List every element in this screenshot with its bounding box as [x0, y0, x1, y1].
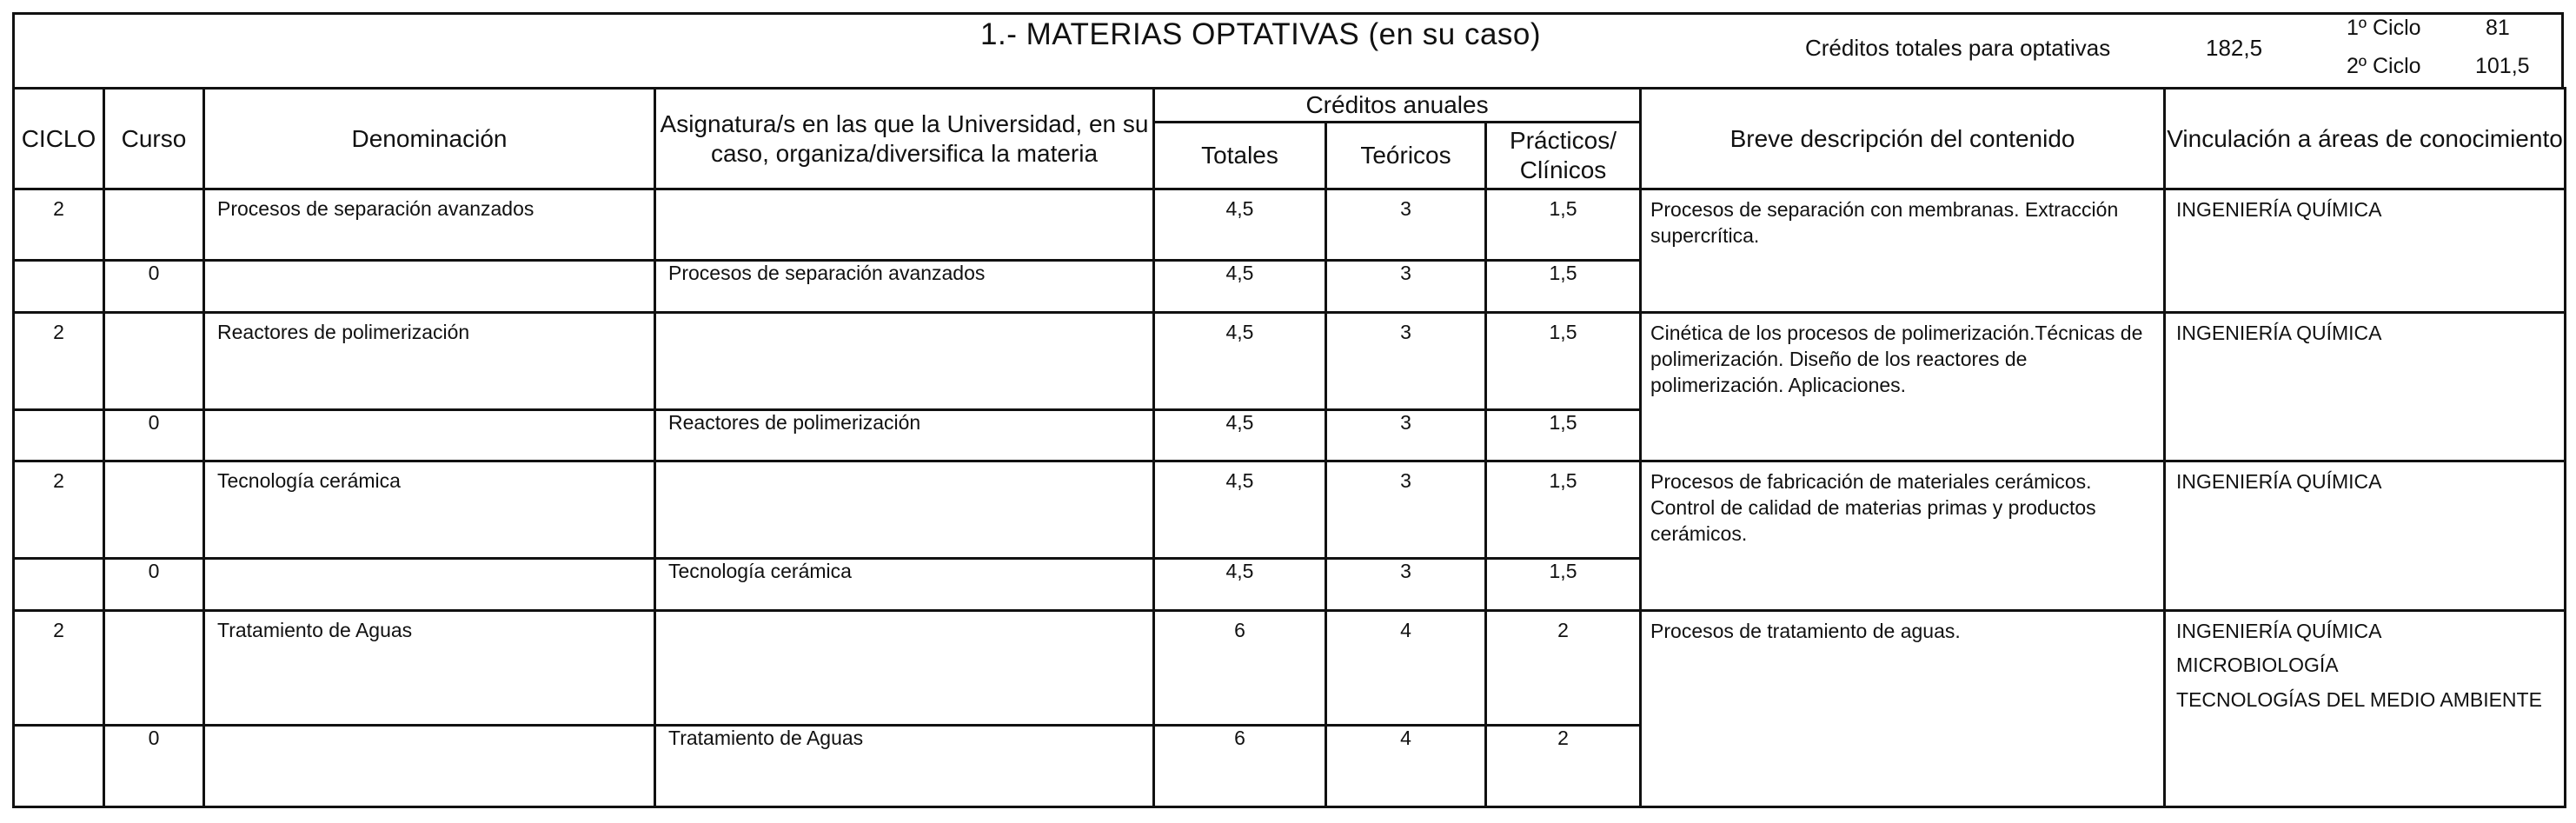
teoricos-cell: 3 [1326, 559, 1486, 610]
totales-cell: 4,5 [1154, 189, 1326, 261]
denominacion-cell [204, 726, 655, 807]
practicos-cell: 2 [1486, 610, 1641, 726]
practicos-cell: 2 [1486, 726, 1641, 807]
denominacion-cell: Tratamiento de Aguas [204, 610, 655, 726]
denominacion-cell [204, 260, 655, 312]
asignatura-cell [655, 312, 1154, 409]
asignatura-cell [655, 610, 1154, 726]
descripcion-cell: Procesos de fabricación de materiales cerámicos. Control de calidad de materias primas y productos cerámicos. [1641, 461, 2165, 610]
asignatura-cell [655, 189, 1154, 261]
second-cycle-value: 101,5 [2475, 54, 2530, 78]
denominacion-cell: Reactores de polimerización [204, 312, 655, 409]
curso-cell [104, 461, 204, 559]
asignatura-cell: Tecnología cerámica [655, 559, 1154, 610]
area-item: TECNOLOGÍAS DEL MEDIO AMBIENTE [2176, 688, 2542, 712]
col-header-practicos: Prácticos/ Clínicos [1486, 122, 1641, 189]
vinculacion-cell [2165, 610, 2566, 806]
teoricos-cell: 3 [1326, 260, 1486, 312]
ciclo-cell: 2 [14, 312, 104, 409]
curso-cell: 0 [104, 726, 204, 807]
ciclo-cell: 2 [14, 189, 104, 261]
totales-cell: 6 [1154, 610, 1326, 726]
area-item: MICROBIOLOGÍA [2176, 654, 2339, 677]
ciclo-cell [14, 726, 104, 807]
ciclo-cell: 2 [14, 461, 104, 559]
subject-row [14, 610, 2566, 726]
area-item: INGENIERÍA QUÍMICA [2176, 198, 2382, 222]
area-item: INGENIERÍA QUÍMICA [2176, 321, 2382, 344]
denominacion-cell: Tecnología cerámica [204, 461, 655, 559]
vinculacion-cell [2165, 312, 2566, 461]
practicos-cell: 1,5 [1486, 410, 1641, 461]
teoricos-cell: 3 [1326, 410, 1486, 461]
practicos-cell: 1,5 [1486, 312, 1641, 409]
curso-cell [104, 610, 204, 726]
totales-cell: 4,5 [1154, 260, 1326, 312]
col-header-curso: Curso [104, 89, 204, 189]
totales-cell: 4,5 [1154, 559, 1326, 610]
teoricos-cell: 3 [1326, 312, 1486, 409]
area-item: INGENIERÍA QUÍMICA [2176, 619, 2382, 642]
asignatura-cell: Reactores de polimerización [655, 410, 1154, 461]
descripcion-cell: Cinética de los procesos de polimerización.Técnicas de polimerización. Diseño de los reactores de polimerización. Aplicaciones. [1641, 312, 2165, 461]
curso-cell: 0 [104, 410, 204, 461]
subject-row [14, 189, 2566, 261]
area-item: INGENIERÍA QUÍMICA [2176, 470, 2382, 494]
asignatura-cell: Procesos de separación avanzados [655, 260, 1154, 312]
col-header-creditos: Créditos anuales [1154, 89, 1641, 123]
totales-cell: 6 [1154, 726, 1326, 807]
descripcion-cell: Procesos de separación con membranas. Extracción supercrítica. [1641, 189, 2165, 313]
totales-cell: 4,5 [1154, 410, 1326, 461]
teoricos-cell: 4 [1326, 610, 1486, 726]
optional-credits-label: Créditos totales para optativas [1805, 35, 2111, 61]
ciclo-cell [14, 410, 104, 461]
second-cycle-label: 2º Ciclo [2347, 54, 2421, 78]
page-title: 1.- MATERIAS OPTATIVAS (en su caso) [980, 17, 1542, 51]
denominacion-cell: Procesos de separación avanzados [204, 189, 655, 261]
col-header-vinculacion: Vinculación a áreas de conocimiento [2165, 89, 2566, 189]
subject-row [14, 312, 2566, 409]
first-cycle-value: 81 [2486, 16, 2510, 40]
teoricos-cell: 3 [1326, 461, 1486, 559]
practicos-cell: 1,5 [1486, 260, 1641, 312]
header-row-top [14, 89, 2566, 123]
col-header-teoricos: Teóricos [1326, 122, 1486, 189]
practicos-cell: 1,5 [1486, 461, 1641, 559]
totales-cell: 4,5 [1154, 461, 1326, 559]
vinculacion-cell [2165, 461, 2566, 610]
ciclo-cell: 2 [14, 610, 104, 726]
col-header-descripcion: Breve descripción del contenido [1641, 89, 2165, 189]
col-header-totales: Totales [1154, 122, 1326, 189]
denominacion-cell [204, 410, 655, 461]
totales-cell: 4,5 [1154, 312, 1326, 409]
asignatura-cell: Tratamiento de Aguas [655, 726, 1154, 807]
practicos-cell: 1,5 [1486, 189, 1641, 261]
teoricos-cell: 4 [1326, 726, 1486, 807]
first-cycle-label: 1º Ciclo [2347, 16, 2421, 40]
asignatura-cell [655, 461, 1154, 559]
col-header-ciclo: CICLO [14, 89, 104, 189]
curso-cell [104, 189, 204, 261]
vinculacion-cell [2165, 189, 2566, 313]
descripcion-cell: Procesos de tratamiento de aguas. [1641, 610, 2165, 806]
optional-credits-value: 182,5 [2206, 35, 2263, 61]
subject-row [14, 461, 2566, 559]
denominacion-cell [204, 559, 655, 610]
curso-cell [104, 312, 204, 409]
practicos-cell: 1,5 [1486, 559, 1641, 610]
col-header-denominacion: Denominación [204, 89, 655, 189]
teoricos-cell: 3 [1326, 189, 1486, 261]
ciclo-cell [14, 260, 104, 312]
col-header-asignatura: Asignatura/s en las que la Universidad, en su caso, organiza/diversifica la materia [655, 89, 1154, 189]
optional-subjects-table [12, 87, 2566, 808]
curso-cell: 0 [104, 260, 204, 312]
curso-cell: 0 [104, 559, 204, 610]
ciclo-cell [14, 559, 104, 610]
